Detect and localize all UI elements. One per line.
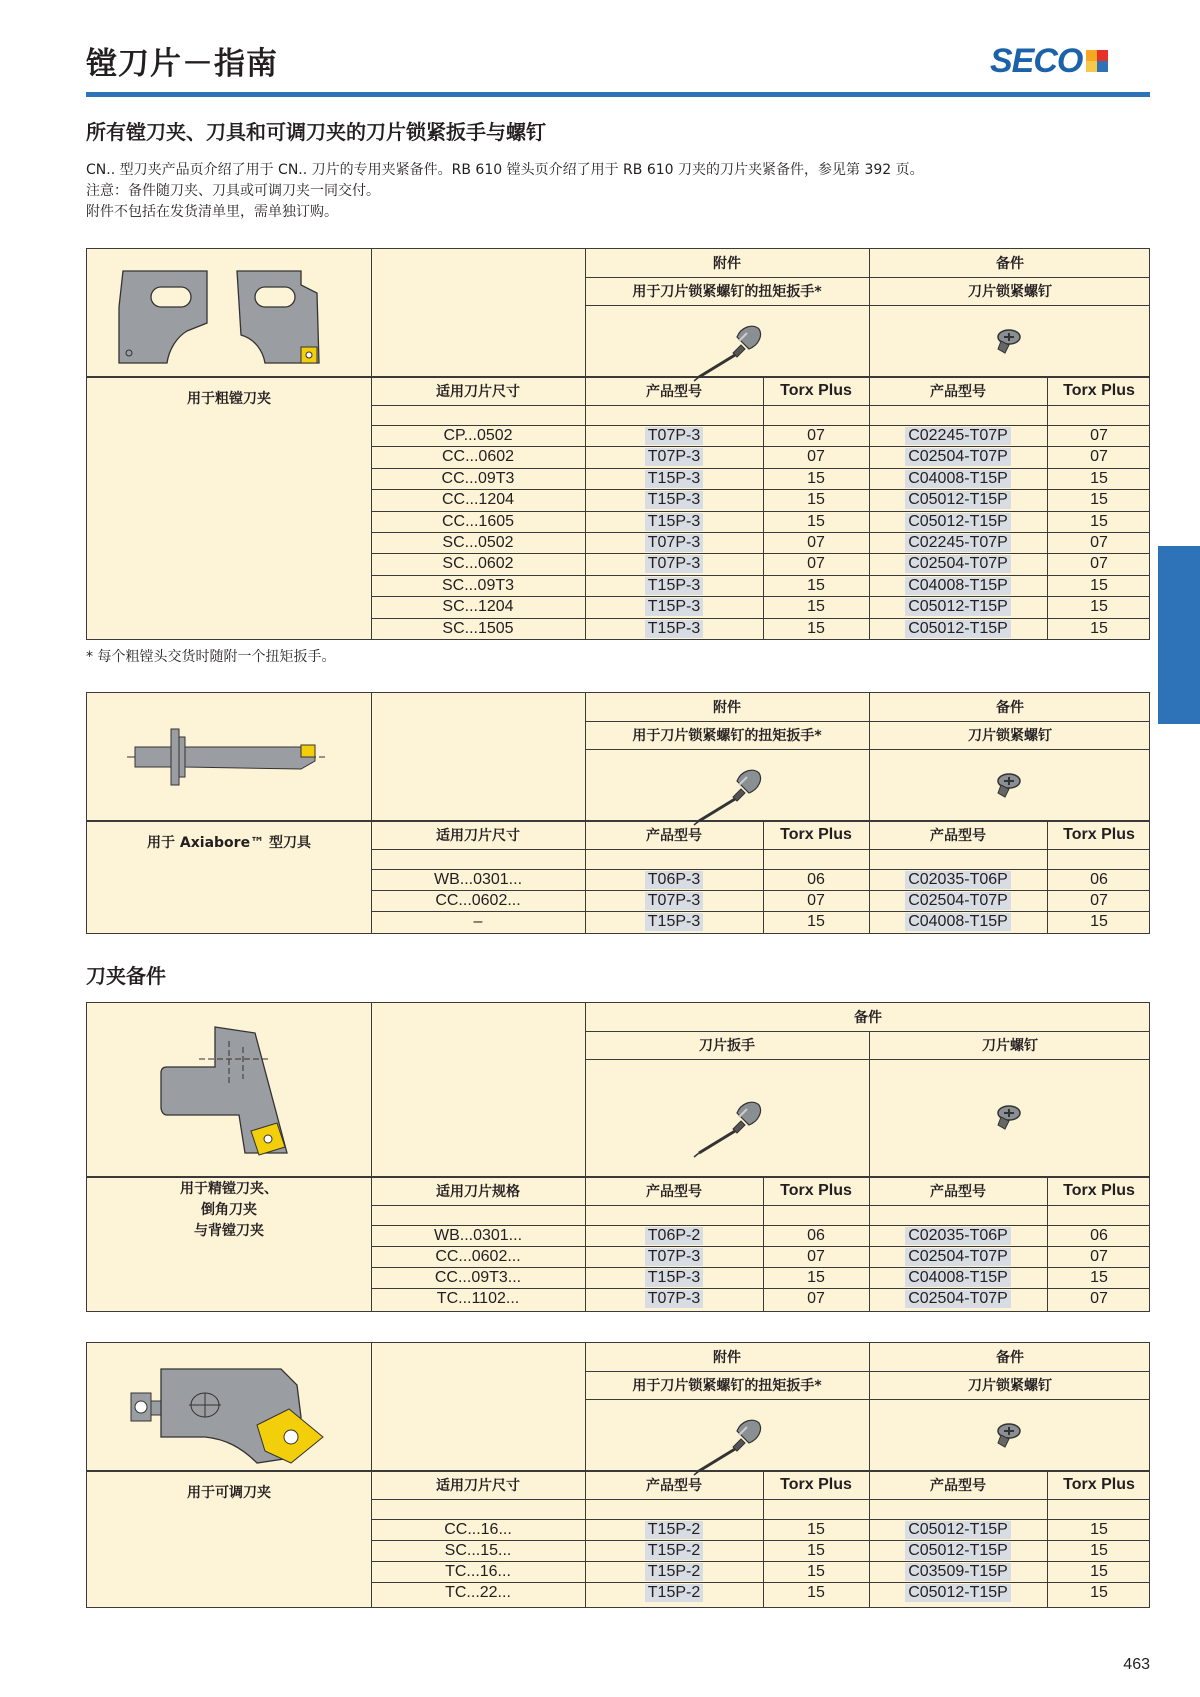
cell-text: C02504-T07P: [905, 448, 1011, 466]
cell-text: SC...0502: [442, 533, 514, 551]
cell-text: 07: [1090, 891, 1108, 909]
group-spare-parts: 备件: [996, 700, 1024, 716]
screw-torx-cell: [1047, 1246, 1151, 1267]
cell-text: 15: [1090, 1268, 1108, 1286]
cell-text: T07P-3: [645, 892, 703, 910]
group-accessory: 附件: [713, 256, 741, 272]
cell-text: T07P-3: [645, 555, 703, 573]
wrench-part-cell: [585, 575, 763, 596]
cell-text: TC...22...: [445, 1583, 511, 1601]
sub-locking-screw: 刀片锁紧螺钉: [968, 1378, 1052, 1394]
cell-text: 15: [807, 619, 825, 637]
wrench-torx-cell: [763, 425, 869, 446]
wrench-part-cell: [585, 489, 763, 510]
col-product: 产品型号: [930, 384, 986, 400]
col-product: 产品型号: [646, 1478, 702, 1494]
screw-part-cell: [869, 468, 1047, 489]
cell-text: SC...1505: [442, 619, 514, 637]
cell-text: C04008-T15P: [905, 577, 1011, 595]
screw-torx-cell: [1047, 468, 1151, 489]
col-torx: Torx Plus: [780, 382, 852, 399]
cell-text: 06: [807, 1226, 825, 1244]
col-insert-size: 适用刀片尺寸: [436, 828, 520, 844]
cell-text: C02504-T07P: [905, 892, 1011, 910]
cell-text: 15: [807, 597, 825, 615]
insert-size-cell: [371, 869, 585, 890]
insert-size-cell: [371, 425, 585, 446]
screw-part-cell: [869, 1561, 1047, 1582]
screw-part-cell: [869, 1540, 1047, 1561]
cell-text: 07: [1090, 426, 1108, 444]
axiabore-tool-illustration: [125, 723, 335, 793]
cell-text: C02035-T06P: [905, 871, 1011, 889]
cell-text: C02504-T07P: [905, 1290, 1011, 1308]
screw-torx-cell: [1047, 1582, 1151, 1603]
cell-text: 07: [807, 1289, 825, 1307]
col-insert-spec: 适用刀片规格: [436, 1184, 520, 1200]
wrench-part-cell: [585, 890, 763, 911]
insert-size-cell: [371, 911, 585, 932]
cell-text: C05012-T15P: [905, 491, 1011, 509]
page-number: 463: [1123, 1656, 1150, 1673]
cell-text: T07P-3: [645, 448, 703, 466]
wrench-torx-cell: [763, 532, 869, 553]
screw-part-cell: [869, 575, 1047, 596]
cell-text: C04008-T15P: [905, 470, 1011, 488]
wrench-torx-cell: [763, 553, 869, 574]
cell-text: 15: [807, 1541, 825, 1559]
screw-part-cell: [869, 425, 1047, 446]
insert-size-cell: [371, 511, 585, 532]
cell-text: 07: [807, 1247, 825, 1265]
screw-part-cell: [869, 890, 1047, 911]
cell-text: C02035-T06P: [905, 1227, 1011, 1245]
col-torx: Torx Plus: [780, 1476, 852, 1493]
cell-text: 15: [807, 1268, 825, 1286]
cell-text: T06P-2: [645, 1227, 703, 1245]
screw-torx-cell: [1047, 446, 1151, 467]
holder-label: 用于可调刀夹: [187, 1485, 271, 1501]
cell-text: –: [473, 912, 483, 930]
wrench-torx-cell: [763, 1246, 869, 1267]
cell-text: T15P-2: [645, 1563, 703, 1581]
cell-text: C02504-T07P: [905, 1248, 1011, 1266]
cell-text: T15P-3: [645, 491, 703, 509]
cell-text: 15: [1090, 1541, 1108, 1559]
insert-size-cell: [371, 489, 585, 510]
roughing-holder-table: [86, 248, 1150, 640]
screw-torx-cell: [1047, 575, 1151, 596]
wrench-part-cell: [585, 1246, 763, 1267]
cell-text: C02504-T07P: [905, 555, 1011, 573]
cell-text: 15: [807, 512, 825, 530]
section-heading: 所有镗刀夹、刀具和可调刀夹的刀片锁紧扳手与螺钉: [86, 120, 546, 144]
adjustable-holder-illustration: [129, 1363, 339, 1467]
fine-boring-table: [86, 1002, 1150, 1312]
insert-size-cell: [371, 1288, 585, 1309]
insert-size-cell: [371, 596, 585, 617]
cell-text: C05012-T15P: [905, 1521, 1011, 1539]
sub-torque-wrench: 用于刀片锁紧螺钉的扭矩扳手*: [632, 284, 822, 300]
torque-wrench-icon: [689, 763, 765, 827]
group-spare-parts: 备件: [996, 256, 1024, 272]
insert-size-cell: [371, 575, 585, 596]
page-title: 镗刀片－指南: [86, 46, 278, 82]
col-torx: Torx Plus: [1063, 382, 1135, 399]
holder-label-line: 倒角刀夹: [201, 1202, 257, 1218]
col-product: 产品型号: [930, 828, 986, 844]
roughing-holder-illustration: [115, 267, 345, 367]
cell-text: T07P-3: [645, 1290, 703, 1308]
wrench-part-cell: [585, 1582, 763, 1603]
group-spare-parts: 备件: [996, 1350, 1024, 1366]
sub-locking-screw: 刀片锁紧螺钉: [968, 728, 1052, 744]
screw-part-cell: [869, 1225, 1047, 1246]
cell-text: 15: [807, 1583, 825, 1601]
wrench-part-cell: [585, 1288, 763, 1309]
col-insert-size: 适用刀片尺寸: [436, 384, 520, 400]
cell-text: 07: [1090, 554, 1108, 572]
cell-text: WB...0301...: [433, 1226, 523, 1244]
cell-text: C02245-T07P: [905, 534, 1011, 552]
intro-text: [86, 160, 924, 223]
cell-text: 15: [807, 469, 825, 487]
group-accessory: 附件: [713, 1350, 741, 1366]
torque-wrench-icon: [689, 319, 765, 383]
wrench-torx-cell: [763, 890, 869, 911]
cell-text: T15P-3: [645, 1269, 703, 1287]
cell-text: T06P-3: [645, 871, 703, 889]
wrench-torx-cell: [763, 618, 869, 639]
holder-label: [87, 1179, 371, 1242]
wrench-part-cell: [585, 1561, 763, 1582]
screw-part-cell: [869, 1267, 1047, 1288]
cell-text: C05012-T15P: [905, 1542, 1011, 1560]
col-product: 产品型号: [646, 1184, 702, 1200]
screw-torx-cell: [1047, 596, 1151, 617]
insert-size-cell: [371, 1519, 585, 1540]
cell-text: C05012-T15P: [905, 1584, 1011, 1602]
wrench-part-cell: [585, 596, 763, 617]
wrench-part-cell: [585, 1540, 763, 1561]
adjustable-holder-table: [86, 1342, 1150, 1608]
wrench-part-cell: [585, 1267, 763, 1288]
insert-size-cell: [371, 1561, 585, 1582]
cell-text: 07: [807, 891, 825, 909]
sub-insert-screw: 刀片螺钉: [982, 1038, 1038, 1054]
insert-size-cell: [371, 618, 585, 639]
col-product: 产品型号: [930, 1184, 986, 1200]
torque-wrench-icon: [689, 1413, 765, 1477]
holder-label: 用于 Axiabore™ 型刀具: [147, 835, 311, 851]
wrench-part-cell: [585, 869, 763, 890]
screw-part-cell: [869, 446, 1047, 467]
col-torx: Torx Plus: [1063, 1476, 1135, 1493]
cell-text: SC...1204: [442, 597, 514, 615]
cell-text: WB...0301...: [433, 870, 523, 888]
screw-part-cell: [869, 869, 1047, 890]
fine-boring-holder-illustration: [159, 1023, 299, 1163]
cell-text: CC...09T3: [441, 469, 515, 487]
group-accessory: 附件: [713, 700, 741, 716]
wrench-torx-cell: [763, 446, 869, 467]
wrench-torx-cell: [763, 1288, 869, 1309]
cell-text: 07: [807, 533, 825, 551]
wrench-torx-cell: [763, 468, 869, 489]
cell-text: SC...0602: [442, 554, 514, 572]
screw-icon: [995, 1103, 1025, 1133]
cell-text: 15: [1090, 512, 1108, 530]
insert-size-cell: [371, 468, 585, 489]
cell-text: 15: [807, 912, 825, 930]
wrench-torx-cell: [763, 1225, 869, 1246]
cell-text: SC...09T3: [441, 576, 515, 594]
screw-part-cell: [869, 596, 1047, 617]
col-torx: Torx Plus: [1063, 826, 1135, 843]
wrench-torx-cell: [763, 1582, 869, 1603]
insert-size-cell: [371, 1246, 585, 1267]
cell-text: TC...16...: [445, 1562, 511, 1580]
cell-text: 07: [1090, 1289, 1108, 1307]
cell-text: CC...1605: [441, 512, 515, 530]
intro-line: 附件不包括在发货清单里，需单独订购。: [86, 204, 338, 220]
cell-text: 15: [1090, 597, 1108, 615]
cell-text: 15: [1090, 490, 1108, 508]
insert-size-cell: [371, 1582, 585, 1603]
cell-text: C05012-T15P: [905, 513, 1011, 531]
col-product: 产品型号: [930, 1478, 986, 1494]
screw-torx-cell: [1047, 1519, 1151, 1540]
cell-text: 07: [1090, 1247, 1108, 1265]
cell-text: C05012-T15P: [905, 620, 1011, 638]
insert-size-cell: [371, 553, 585, 574]
side-tab: [1158, 546, 1200, 724]
cell-text: 15: [1090, 1583, 1108, 1601]
screw-part-cell: [869, 532, 1047, 553]
wrench-torx-cell: [763, 596, 869, 617]
holder-label-line: 与背镗刀夹: [194, 1223, 264, 1239]
cell-text: 07: [807, 426, 825, 444]
group-spare-parts: 备件: [854, 1010, 882, 1026]
torque-wrench-icon: [689, 1095, 765, 1159]
cell-text: T15P-3: [645, 620, 703, 638]
screw-torx-cell: [1047, 511, 1151, 532]
screw-icon: [995, 771, 1025, 801]
col-product: 产品型号: [646, 828, 702, 844]
intro-line: CN.. 型刀夹产品页介绍了用于 CN.. 刀片的专用夹紧备件。RB 610 镗头页介绍了用于 RB 610 刀夹的刀片夹紧备件，参见第 392 页。: [86, 162, 924, 178]
screw-part-cell: [869, 1582, 1047, 1603]
col-torx: Torx Plus: [780, 1182, 852, 1199]
cell-text: CP...0502: [443, 426, 513, 444]
axiabore-table: [86, 692, 1150, 934]
screw-torx-cell: [1047, 425, 1151, 446]
cell-text: CC...0602...: [435, 1247, 521, 1265]
cell-text: CC...1204: [441, 490, 515, 508]
screw-torx-cell: [1047, 1540, 1151, 1561]
wrench-part-cell: [585, 425, 763, 446]
wrench-part-cell: [585, 446, 763, 467]
insert-size-cell: [371, 1225, 585, 1246]
cell-text: T15P-3: [645, 913, 703, 931]
screw-icon: [995, 327, 1025, 357]
cell-text: 15: [1090, 1562, 1108, 1580]
wrench-torx-cell: [763, 511, 869, 532]
header-rule: [86, 92, 1150, 97]
wrench-part-cell: [585, 618, 763, 639]
cell-text: T07P-3: [645, 534, 703, 552]
wrench-torx-cell: [763, 1561, 869, 1582]
cell-text: CC...09T3...: [434, 1268, 522, 1286]
sub-locking-screw: 刀片锁紧螺钉: [968, 284, 1052, 300]
wrench-torx-cell: [763, 575, 869, 596]
cell-text: 15: [1090, 576, 1108, 594]
cell-text: 06: [1090, 870, 1108, 888]
screw-icon: [995, 1421, 1025, 1451]
sub-torque-wrench: 用于刀片锁紧螺钉的扭矩扳手*: [632, 1378, 822, 1394]
screw-torx-cell: [1047, 890, 1151, 911]
cell-text: T15P-3: [645, 470, 703, 488]
screw-part-cell: [869, 511, 1047, 532]
cell-text: 15: [807, 1520, 825, 1538]
cell-text: T15P-3: [645, 513, 703, 531]
cell-text: C02245-T07P: [905, 427, 1011, 445]
screw-part-cell: [869, 911, 1047, 932]
holder-label: 用于粗镗刀夹: [187, 391, 271, 407]
wrench-torx-cell: [763, 489, 869, 510]
logo-text: SECO: [990, 42, 1083, 80]
cell-text: CC...0602: [441, 447, 515, 465]
holder-label-line: 用于精镗刀夹、: [180, 1181, 278, 1197]
screw-torx-cell: [1047, 532, 1151, 553]
cell-text: CC...16...: [444, 1520, 512, 1538]
cell-text: T15P-2: [645, 1542, 703, 1560]
sub-torque-wrench: 用于刀片锁紧螺钉的扭矩扳手*: [632, 728, 822, 744]
cell-text: 15: [807, 490, 825, 508]
wrench-part-cell: [585, 553, 763, 574]
cell-text: 06: [1090, 1226, 1108, 1244]
cell-text: C03509-T15P: [905, 1563, 1011, 1581]
screw-part-cell: [869, 1519, 1047, 1540]
screw-part-cell: [869, 618, 1047, 639]
holder-spares-heading: 刀夹备件: [86, 964, 166, 988]
cell-text: 15: [807, 576, 825, 594]
screw-torx-cell: [1047, 869, 1151, 890]
screw-torx-cell: [1047, 618, 1151, 639]
wrench-torx-cell: [763, 911, 869, 932]
col-torx: Torx Plus: [780, 826, 852, 843]
screw-part-cell: [869, 489, 1047, 510]
insert-size-cell: [371, 1540, 585, 1561]
wrench-torx-cell: [763, 1519, 869, 1540]
wrench-torx-cell: [763, 1267, 869, 1288]
logo-mark-icon: [1086, 50, 1108, 72]
wrench-part-cell: [585, 1519, 763, 1540]
cell-text: C04008-T15P: [905, 913, 1011, 931]
wrench-torx-cell: [763, 869, 869, 890]
cell-text: T15P-3: [645, 577, 703, 595]
screw-torx-cell: [1047, 1561, 1151, 1582]
cell-text: CC...0602...: [435, 891, 521, 909]
col-insert-size: 适用刀片尺寸: [436, 1478, 520, 1494]
cell-text: T15P-3: [645, 598, 703, 616]
wrench-part-cell: [585, 468, 763, 489]
screw-part-cell: [869, 1246, 1047, 1267]
cell-text: 15: [1090, 619, 1108, 637]
screw-part-cell: [869, 1288, 1047, 1309]
cell-text: 07: [807, 554, 825, 572]
wrench-part-cell: [585, 1225, 763, 1246]
cell-text: T07P-3: [645, 1248, 703, 1266]
cell-text: 15: [807, 1562, 825, 1580]
sub-insert-wrench: 刀片扳手: [699, 1038, 755, 1054]
cell-text: T15P-2: [645, 1584, 703, 1602]
wrench-part-cell: [585, 911, 763, 932]
insert-size-cell: [371, 1267, 585, 1288]
insert-size-cell: [371, 446, 585, 467]
insert-size-cell: [371, 532, 585, 553]
cell-text: 06: [807, 870, 825, 888]
cell-text: 07: [1090, 447, 1108, 465]
cell-text: SC...15...: [444, 1541, 512, 1559]
screw-torx-cell: [1047, 489, 1151, 510]
wrench-torx-cell: [763, 1540, 869, 1561]
screw-torx-cell: [1047, 1288, 1151, 1309]
cell-text: 07: [807, 447, 825, 465]
cell-text: 07: [1090, 533, 1108, 551]
intro-line: 注意：备件随刀夹、刀具或可调刀夹一同交付。: [86, 183, 380, 199]
cell-text: 15: [1090, 912, 1108, 930]
cell-text: T07P-3: [645, 427, 703, 445]
wrench-part-cell: [585, 511, 763, 532]
screw-torx-cell: [1047, 553, 1151, 574]
footnote: * 每个粗镗头交货时随附一个扭矩扳手。: [86, 649, 336, 665]
screw-torx-cell: [1047, 1267, 1151, 1288]
cell-text: TC...1102...: [436, 1289, 520, 1307]
insert-size-cell: [371, 890, 585, 911]
cell-text: T15P-2: [645, 1521, 703, 1539]
screw-torx-cell: [1047, 1225, 1151, 1246]
screw-part-cell: [869, 553, 1047, 574]
screw-torx-cell: [1047, 911, 1151, 932]
seco-logo: [990, 44, 1108, 78]
cell-text: 15: [1090, 469, 1108, 487]
wrench-part-cell: [585, 532, 763, 553]
cell-text: C05012-T15P: [905, 598, 1011, 616]
cell-text: 15: [1090, 1520, 1108, 1538]
col-product: 产品型号: [646, 384, 702, 400]
cell-text: C04008-T15P: [905, 1269, 1011, 1287]
col-torx: Torx Plus: [1063, 1182, 1135, 1199]
